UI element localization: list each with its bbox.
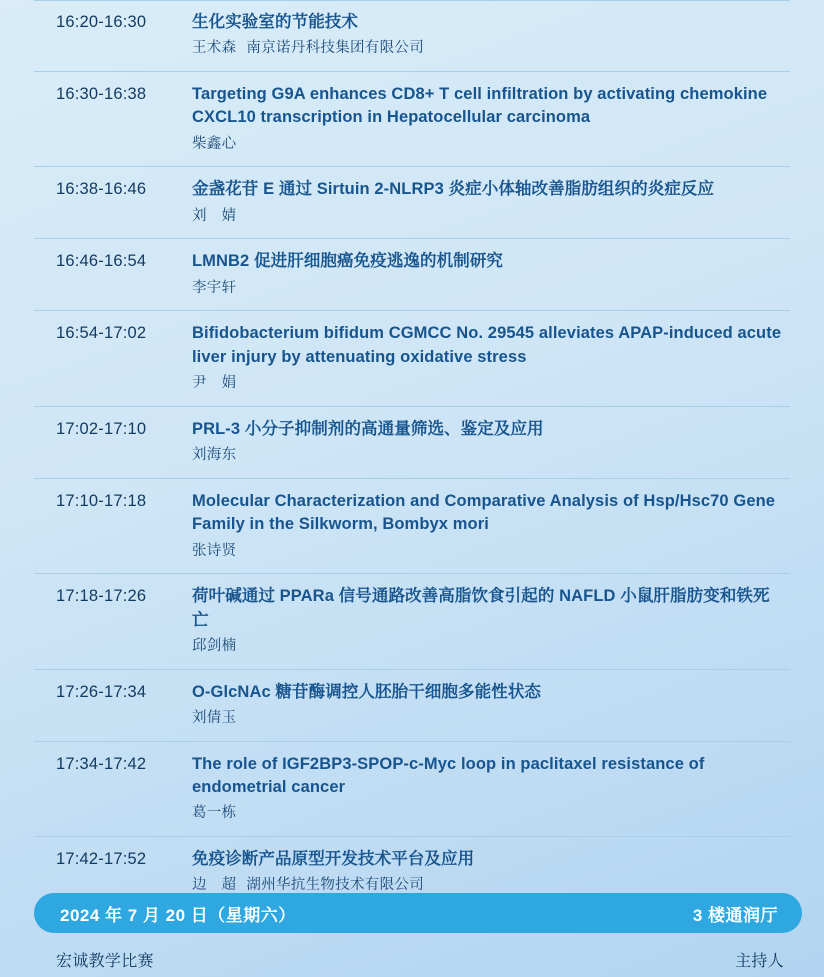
session-content bbox=[192, 753, 790, 824]
session-content bbox=[192, 418, 790, 466]
session-speaker: 邱剑楠 bbox=[192, 638, 237, 654]
session-time: 17:26-17:34 bbox=[56, 682, 147, 701]
table-row bbox=[34, 72, 790, 167]
session-affiliation: 南京诺丹科技集团有限公司 bbox=[246, 40, 425, 57]
session-speaker: 尹 娟 bbox=[192, 375, 237, 392]
table-row bbox=[34, 670, 790, 742]
table-row bbox=[34, 479, 790, 574]
session-content bbox=[192, 11, 790, 59]
session-speaker: 刘海东 bbox=[192, 447, 237, 464]
date-venue-bar bbox=[34, 893, 802, 933]
table-row bbox=[34, 239, 790, 311]
event-venue: 3 楼通润厅 bbox=[692, 905, 778, 925]
session-time: 16:30-16:38 bbox=[56, 84, 147, 103]
table-row bbox=[34, 574, 790, 669]
table-row bbox=[34, 167, 790, 239]
session-speaker: 张诗贤 bbox=[192, 542, 237, 559]
session-time: 17:42-17:52 bbox=[56, 849, 147, 868]
session-content bbox=[192, 848, 790, 896]
session-title: Bifidobacterium bifidum CGMCC No. 29545 alleviates APAP-induced acute liver injury by attenuating oxidative stress bbox=[192, 324, 782, 366]
session-speaker-line bbox=[192, 804, 784, 824]
session-speaker: 王术森 bbox=[192, 40, 237, 57]
table-row bbox=[34, 311, 790, 406]
session-title: Molecular Characterization and Comparative Analysis of Hsp/Hsc70 Gene Family in the Silkworm, Bombyx mori bbox=[192, 491, 776, 534]
session-speaker: 刘 婧 bbox=[192, 207, 237, 224]
session-title: PRL-3 小分子抑制剂的高通量筛选、鉴定及应用 bbox=[192, 419, 544, 438]
session-time: 17:10-17:18 bbox=[56, 491, 147, 510]
session-speaker: 柴鑫心 bbox=[192, 135, 237, 152]
session-title: 荷叶碱通过 PPARa 信号通路改善高脂饮食引起的 NAFLD 小鼠肝脂肪变和铁死亡 bbox=[192, 587, 770, 629]
session-speaker-line bbox=[192, 135, 784, 155]
session-speaker-line bbox=[192, 637, 784, 657]
session-content bbox=[192, 250, 790, 298]
session-title: The role of IGF2BP3-SPOP-c-Myc loop in paclitaxel resistance of endometrial cancer bbox=[192, 754, 705, 796]
table-row bbox=[34, 0, 790, 72]
session-time: 16:46-16:54 bbox=[56, 252, 147, 271]
next-section-host-label: 主持人 bbox=[735, 953, 784, 970]
session-speaker: 葛一栋 bbox=[192, 805, 237, 822]
session-speaker-line bbox=[192, 207, 784, 227]
session-speaker-line bbox=[192, 374, 784, 394]
session-content bbox=[192, 585, 790, 656]
table-row bbox=[34, 407, 790, 479]
session-speaker: 李宇轩 bbox=[192, 279, 237, 296]
session-title: O-GlcNAc 糖苷酶调控人胚胎干细胞多能性状态 bbox=[192, 682, 542, 701]
next-section-header bbox=[56, 948, 784, 971]
session-speaker: 边 超 bbox=[192, 877, 237, 894]
session-time: 17:18-17:26 bbox=[56, 587, 147, 606]
session-time: 17:02-17:10 bbox=[56, 419, 147, 438]
session-time: 16:20-16:30 bbox=[56, 13, 147, 31]
next-section-title: 宏诚教学比赛 bbox=[56, 953, 154, 970]
session-content bbox=[192, 178, 790, 226]
session-speaker: 刘倩玉 bbox=[192, 709, 237, 726]
event-date: 2024 年 7 月 20 日（星期六） bbox=[60, 905, 296, 925]
session-title: LMNB2 促进肝细胞癌免疫逃逸的机制研究 bbox=[192, 252, 504, 271]
session-affiliation: 湖州华抗生物技术有限公司 bbox=[246, 877, 425, 894]
session-content bbox=[192, 681, 790, 729]
session-title: 免疫诊断产品原型开发技术平台及应用 bbox=[192, 849, 475, 868]
session-speaker-line bbox=[192, 446, 784, 466]
table-row bbox=[34, 742, 790, 837]
session-speaker-line bbox=[192, 39, 784, 59]
session-speaker-line bbox=[192, 709, 784, 729]
session-content bbox=[192, 322, 790, 393]
session-speaker-line bbox=[192, 542, 784, 562]
session-content bbox=[192, 83, 790, 154]
session-speaker-line bbox=[192, 279, 784, 299]
session-time: 16:38-16:46 bbox=[56, 180, 147, 199]
session-content bbox=[192, 490, 790, 561]
session-title: 生化实验室的节能技术 bbox=[192, 13, 358, 31]
session-time: 16:54-17:02 bbox=[56, 324, 147, 343]
session-title: 金盏花苷 E 通过 Sirtuin 2-NLRP3 炎症小体轴改善脂肪组织的炎症反应 bbox=[192, 180, 715, 199]
session-title: Targeting G9A enhances CD8+ T cell infiltration by activating chemokine CXCL10 transcription in Hepatocellular carcinoma bbox=[192, 84, 768, 127]
session-time: 17:34-17:42 bbox=[56, 754, 147, 773]
